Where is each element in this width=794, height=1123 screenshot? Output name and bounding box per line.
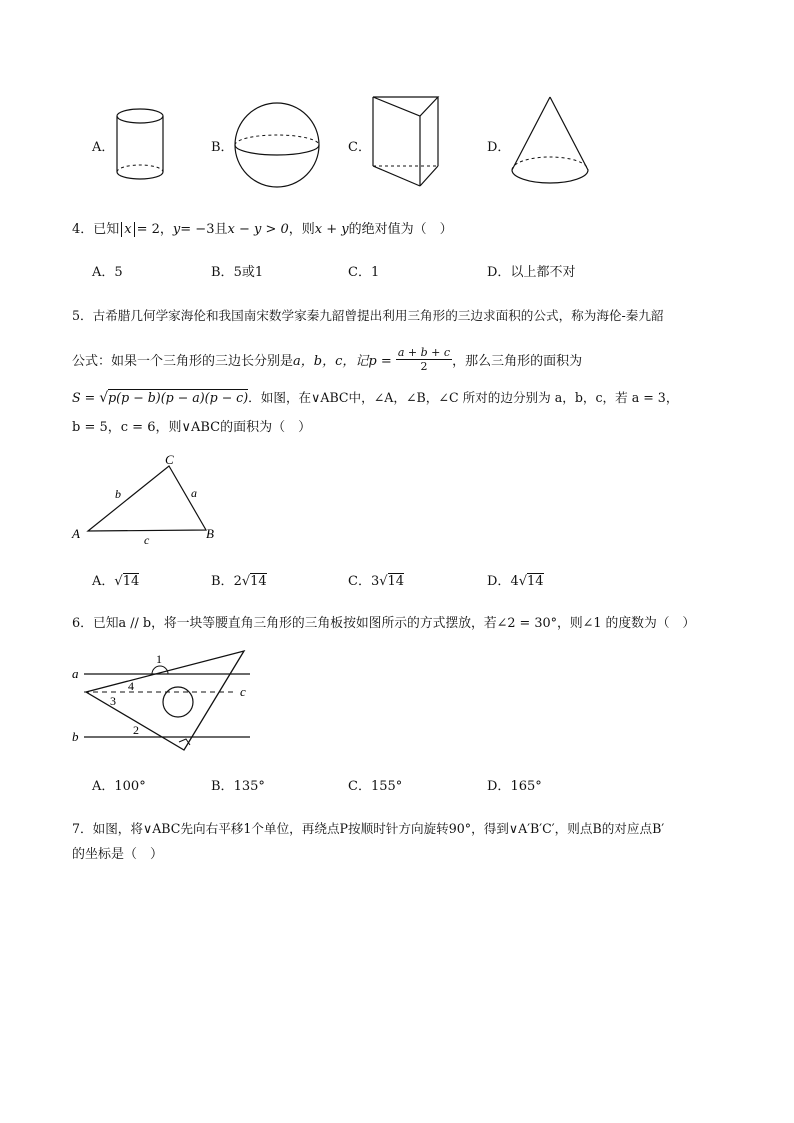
q5-label-b: b: [115, 487, 121, 501]
q6-label-c: c: [240, 684, 246, 699]
q4-option-a-text: 5: [114, 265, 123, 280]
q6-label-4: 4: [128, 679, 134, 693]
q5-option-d-rad: 14: [527, 574, 544, 589]
q6-option-d-text: 165°: [510, 779, 542, 794]
q5-p-var: p: [368, 354, 377, 369]
q6-label-2: 2: [133, 723, 139, 737]
q6-option-b[interactable]: [211, 775, 265, 794]
q4-option-d[interactable]: [487, 261, 575, 280]
q7-line2: 的坐标是（ ）: [72, 847, 164, 862]
q4-option-b[interactable]: [211, 261, 263, 280]
q5-line2-post: ，那么三角形的面积为: [452, 354, 583, 369]
q6-option-a-label: A．: [92, 779, 115, 794]
q5-fraction: [396, 346, 452, 373]
radical-icon: √: [518, 574, 528, 589]
q6-option-a-text: 100°: [114, 779, 146, 794]
q5-option-c[interactable]: [348, 570, 404, 589]
q5-line3: [72, 387, 678, 406]
q3-option-c-label[interactable]: C．: [348, 140, 371, 155]
q4-option-d-text: 以上都不对: [510, 265, 576, 280]
q6-option-d[interactable]: [487, 775, 542, 794]
q5-option-a-label: A．: [92, 574, 115, 589]
q6-parallel-lines-figure: [66, 642, 266, 754]
q4-tail2: 的绝对值为（ ）: [348, 222, 453, 237]
q5-label-C: C: [165, 452, 174, 467]
q6-option-c-text: 155°: [370, 779, 403, 794]
q5-line3-post: ．如图，在∨ABC中，∠A，∠B，∠C 所对的边分别为 a，b，c，若 a = 3，: [248, 390, 679, 405]
q5-option-a-rad: 14: [122, 574, 140, 589]
q4-tail1: ，则: [288, 222, 315, 237]
radical-icon: √: [99, 390, 109, 406]
q4-stem: [72, 218, 453, 237]
q6-option-d-label: D．: [487, 779, 511, 794]
q5-label-A: A: [72, 526, 80, 541]
q4-option-c[interactable]: [348, 261, 379, 280]
q6-option-b-label: B．: [211, 779, 234, 794]
q5-option-b-label: B．: [211, 574, 234, 589]
q5-option-b-rad: 14: [250, 574, 267, 589]
q4-y-var: y: [172, 222, 181, 237]
cylinder-icon: [112, 104, 172, 186]
q6-label-a: a: [72, 666, 79, 681]
q6-stem: 6．已知a // b，将一块等腰直角三角形的三角板按如图所示的方式摆放，若∠2 = 30°，则∠1 的度数为（ ）: [72, 616, 696, 631]
q5-frac-num: a + b + c: [397, 346, 451, 359]
q5-line4: b = 5，c = 6，则∨ABC的面积为（ ）: [72, 420, 312, 435]
q5-option-d-coef: 4: [510, 574, 519, 589]
q5-formula-radicand: p(p − b)(p − a)(p − c): [108, 390, 249, 405]
q5-frac-den: 2: [420, 360, 428, 373]
q5-label-c: c: [144, 533, 150, 546]
q5-line2-pre: 公式：如果一个三角形的三边长分别是: [72, 354, 294, 369]
q6-option-c[interactable]: [348, 775, 402, 794]
cone-icon: [508, 94, 594, 190]
q5-option-b[interactable]: [211, 570, 267, 589]
q5-option-c-label: C．: [348, 574, 371, 589]
q4-abs-x: x: [121, 222, 134, 237]
q5-triangle-figure: [66, 450, 226, 546]
q3-option-d-label[interactable]: D．: [487, 140, 511, 155]
q5-option-c-rad: 14: [387, 574, 405, 589]
q5-label-a: a: [191, 486, 197, 500]
q3-option-a-label[interactable]: A．: [92, 140, 115, 155]
q6-label-3: 3: [110, 694, 116, 708]
q6-label-b: b: [72, 729, 79, 744]
q4-option-c-label: C．: [348, 265, 371, 280]
triangular-prism-icon: [368, 94, 444, 194]
q4-eq2: = −3且: [180, 222, 228, 237]
q4-option-c-text: 1: [370, 265, 380, 280]
q5-option-d-label: D．: [487, 574, 511, 589]
q5-line2-vars: a，b，c，记: [293, 354, 369, 369]
q5-label-B: B: [206, 526, 214, 541]
q4-eq1: = 2，: [136, 222, 173, 237]
q6-label-1: 1: [156, 652, 162, 666]
radical-icon: √: [114, 574, 123, 589]
q4-option-a-label: A．: [92, 265, 115, 280]
q4-option-d-label: D．: [487, 265, 511, 280]
q6-option-b-text: 135°: [233, 779, 265, 794]
q5-option-a[interactable]: [92, 570, 139, 589]
q5-formula-s: S =: [72, 390, 96, 405]
q4-prefix: 4．已知: [72, 222, 120, 237]
q6-option-a[interactable]: [92, 775, 146, 794]
q4-expression: x + y: [314, 222, 349, 237]
sphere-icon: [231, 100, 325, 190]
q5-option-b-coef: 2: [233, 574, 242, 589]
q5-option-c-coef: 3: [370, 574, 380, 589]
q4-option-b-label: B．: [211, 265, 234, 280]
q4-option-b-text: 5或1: [233, 265, 264, 280]
q4-option-a[interactable]: [92, 261, 123, 280]
q5-line2: 公式：如果一个三角形的三边长分别是a，b，c，记p = $\frac{a + b + c}{2}$ ，那么三角形的面积为: [72, 346, 583, 373]
q6-option-c-label: C．: [348, 779, 371, 794]
q3-option-b-label[interactable]: B．: [211, 140, 234, 155]
radical-icon: √: [379, 574, 388, 589]
q5-line1: 5．古希腊几何学家海伦和我国南宋数学家秦九韶曾提出利用三角形的三边求面积的公式，称为海伦-秦九韶: [72, 308, 664, 323]
q7-line1: 7．如图，将∨ABC先向右平移1个单位，再绕点P按顺时针方向旋转90°，得到∨A′B′C′，则点B的对应点B′: [72, 821, 665, 836]
q5-option-d[interactable]: [487, 570, 544, 589]
q4-condition: x − y > 0: [227, 222, 289, 237]
radical-icon: √: [241, 574, 251, 589]
